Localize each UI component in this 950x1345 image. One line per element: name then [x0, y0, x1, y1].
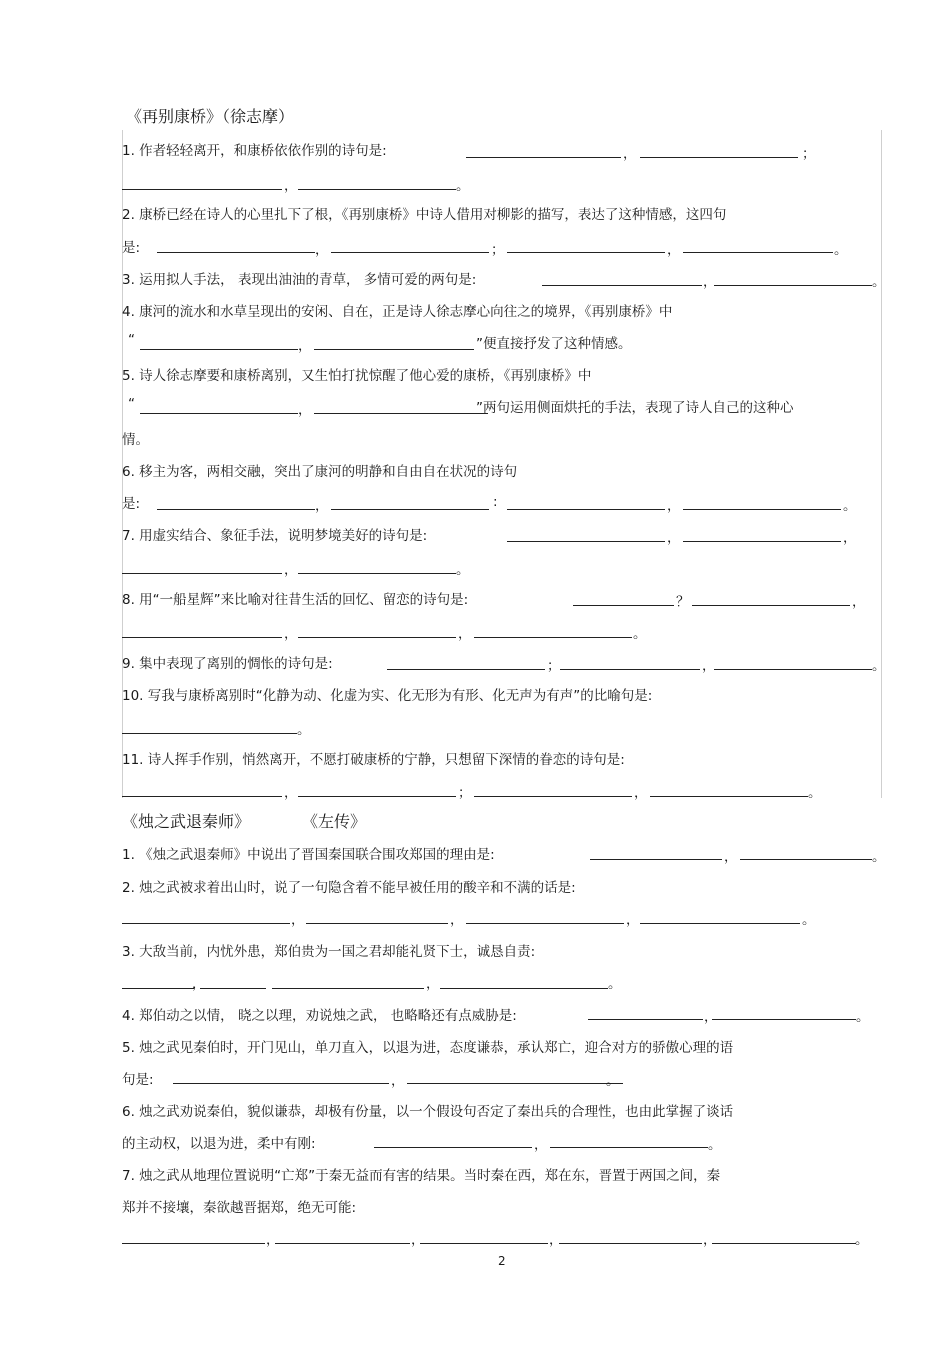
s1-q2-text: 2. 康桥已经在诗人的心里扎下了根，《再别康桥》中诗人借用对柳影的描写，表达了这种情感，这四句 — [122, 207, 727, 223]
s1-q6-punct-3: ， — [667, 498, 681, 514]
s1-q3-end: 。 — [872, 274, 886, 290]
s1-q1-punct-3: ， — [284, 178, 298, 194]
s1-q4-blank-2[interactable] — [314, 349, 474, 350]
s2-q7-line2: 郑并不接壤，秦欲越晋据郑，绝无可能: — [122, 1200, 357, 1216]
s1-q2-blank-3[interactable] — [507, 252, 665, 253]
s1-q4-tail: ”便直接抒发了这种情感。 — [476, 336, 632, 352]
s1-q2-blank-2[interactable] — [331, 252, 489, 253]
s1-q1-end: 。 — [456, 178, 470, 194]
s2-q2-punct-1: ， — [291, 912, 305, 928]
s1-q5-blank-1[interactable] — [140, 413, 298, 414]
s2-q3-blank-3[interactable] — [272, 988, 424, 989]
s1-q2-punct-3: ， — [667, 242, 681, 258]
s1-q2-blank-1[interactable] — [157, 252, 315, 253]
s1-q5-punct-1: ， — [298, 402, 312, 418]
s2-q1-blank-1[interactable] — [590, 859, 722, 860]
s1-q2-lead: 是: — [122, 240, 141, 256]
s2-q3-end: 。 — [608, 976, 622, 992]
s1-q6-end: 。 — [843, 498, 857, 514]
s1-q4-text: 4. 康河的流水和水草呈现出的安闲、自在，正是诗人徐志摩心向往之的境界，《再别康桥》中 — [122, 304, 673, 320]
s1-q9-blank-2[interactable] — [560, 669, 700, 670]
s1-q5-tail2: 情。 — [122, 432, 149, 448]
s1-q8-blank-5[interactable] — [474, 637, 632, 638]
s1-q8-blank-4[interactable] — [298, 637, 456, 638]
s1-q2-blank-4[interactable] — [683, 252, 833, 253]
s1-q11-blank-1[interactable] — [122, 796, 282, 797]
s2-q3-blank-1[interactable] — [122, 988, 194, 989]
s1-q7-end: 。 — [456, 562, 470, 578]
s1-q2-end: 。 — [834, 242, 848, 258]
s1-q1-text: 1. 作者轻轻离开，和康桥依依作别的诗句是: — [122, 143, 387, 159]
s2-q3-punct-1: ， — [192, 976, 206, 992]
s1-q11-blank-3[interactable] — [474, 796, 632, 797]
s2-q2-blank-3[interactable] — [466, 923, 624, 924]
s1-q6-text: 6. 移主为客，两相交融，突出了康河的明静和自由自在状况的诗句 — [122, 464, 518, 480]
s1-q8-text: 8. 用“一船星辉”来比喻对往昔生活的回忆、留恋的诗句是: — [122, 592, 469, 608]
s1-q9-end: 。 — [872, 658, 886, 674]
s1-q1-punct-2: ； — [802, 146, 816, 162]
s1-q9-blank-3[interactable] — [714, 669, 872, 670]
s2-q4-punct-1: ， — [704, 1009, 718, 1025]
s2-q5-punct-1: ， — [391, 1073, 405, 1089]
s1-q1-blank-1[interactable] — [466, 157, 621, 158]
s2-q6-text: 6. 烛之武劝说秦伯，貌似谦恭，却极有份量，以一个假设句否定了秦出兵的合理性，也由此掌握了谈话 — [122, 1104, 734, 1120]
s1-q11-blank-4[interactable] — [650, 796, 808, 797]
s1-q5-text: 5. 诗人徐志摩要和康桥离别，又生怕打扰惊醒了他心爱的康桥，《再别康桥》中 — [122, 368, 592, 384]
section2-author: 《左传》 — [302, 812, 367, 831]
s2-q5-blank-1[interactable] — [173, 1083, 389, 1084]
section1-title: 《再别康桥》（徐志摩） — [126, 107, 295, 126]
s1-q6-blank-4[interactable] — [683, 509, 841, 510]
s1-q8-blank-2[interactable] — [692, 605, 850, 606]
s2-q3-punct-2: ， — [426, 976, 440, 992]
s1-q4-open-quote: “ — [128, 332, 135, 348]
s2-q7-blank-5[interactable] — [712, 1243, 856, 1244]
s2-q2-blank-4[interactable] — [640, 923, 800, 924]
s1-q9-text: 9. 集中表现了离别的惆怅的诗句是: — [122, 656, 333, 672]
s1-q1-blank-2[interactable] — [640, 157, 798, 158]
s1-q10-blank-1[interactable] — [122, 733, 297, 734]
s1-q6-punct-1: ， — [315, 498, 329, 514]
s1-q7-blank-4[interactable] — [298, 573, 456, 574]
s1-q11-punct-1: ， — [284, 785, 298, 801]
s2-q7-punct-4: ， — [703, 1232, 717, 1248]
s1-q2-punct-2: ； — [491, 242, 505, 258]
s1-q5-tail: ”两句运用侧面烘托的手法，表现了诗人自己的这种心 — [476, 400, 794, 416]
page-number: 2 — [498, 1254, 506, 1268]
s1-q11-text: 11. 诗人挥手作别，悄然离开，不愿打破康桥的宁静，只想留下深情的眷恋的诗句是: — [122, 752, 625, 768]
s2-q6-punct-1: ， — [534, 1137, 548, 1153]
s2-q1-end: 。 — [872, 849, 886, 865]
s1-q10-text: 10. 写我与康桥离别时“化静为动、化虚为实、化无形为有形、化无声为有声”的比喻句是: — [122, 688, 653, 704]
s2-q7-blank-3[interactable] — [420, 1243, 548, 1244]
s1-q8-blank-1[interactable] — [573, 605, 674, 606]
s2-q1-punct-1: ， — [724, 849, 738, 865]
s1-q1-blank-3[interactable] — [122, 189, 282, 190]
right-margin-line — [881, 130, 882, 798]
s2-q6-blank-2[interactable] — [550, 1147, 708, 1148]
s1-q6-blank-1[interactable] — [157, 509, 315, 510]
s1-q7-punct-1: ， — [667, 530, 681, 546]
s1-q7-text: 7. 用虚实结合、象征手法，说明梦境美好的诗句是: — [122, 528, 428, 544]
s1-q8-end: 。 — [633, 626, 647, 642]
s2-q6-lead: 的主动权，以退为进，柔中有刚: — [122, 1136, 316, 1152]
s1-q4-blank-1[interactable] — [140, 349, 298, 350]
s2-q2-blank-1[interactable] — [122, 923, 290, 924]
s1-q2-punct-1: ， — [315, 242, 329, 258]
s2-q7-punct-3: ， — [549, 1232, 563, 1248]
s1-q7-blank-2[interactable] — [683, 541, 841, 542]
s2-q7-punct-2: ， — [411, 1232, 425, 1248]
s1-q7-punct-2: ， — [843, 530, 857, 546]
s1-q4-punct-1: ， — [298, 338, 312, 354]
s1-q3-punct-1: ， — [703, 274, 717, 290]
section2-title: 《烛之武退秦师》 — [122, 812, 251, 831]
s2-q5-text: 5. 烛之武见秦伯时，开门见山，单刀直入，以退为进，态度谦恭，承认郑亡，迎合对方的骄傲心理的语 — [122, 1040, 734, 1056]
s1-q9-punct-2: ， — [702, 658, 716, 674]
s1-q6-blank-2[interactable] — [331, 509, 489, 510]
s1-q8-punct-1: ？ — [676, 594, 690, 610]
s2-q7-end: 。 — [855, 1232, 869, 1248]
s1-q9-punct-1: ； — [547, 658, 561, 674]
s1-q1-punct-1: ， — [623, 146, 637, 162]
s1-q3-text: 3. 运用拟人手法， 表现出油油的青草， 多情可爱的两句是: — [122, 272, 477, 288]
s1-q9-blank-1[interactable] — [387, 669, 545, 670]
s2-q4-text: 4. 郑伯动之以情， 晓之以理，劝说烛之武， 也略略还有点威胁是: — [122, 1008, 517, 1024]
s1-q10-end: 。 — [297, 722, 311, 738]
s1-q11-blank-2[interactable] — [298, 796, 456, 797]
s2-q3-blank-4[interactable] — [440, 988, 608, 989]
s2-q2-text: 2. 烛之武被求着出山时，说了一句隐含着不能早被任用的酸辛和不满的话是: — [122, 880, 576, 896]
s2-q2-punct-2: ， — [450, 912, 464, 928]
s2-q3-blank-2[interactable] — [200, 988, 266, 989]
s2-q7-blank-1[interactable] — [122, 1243, 265, 1244]
s1-q5-open-quote: “ — [128, 396, 135, 412]
s1-q8-punct-4: ， — [458, 626, 472, 642]
s2-q2-punct-3: ， — [626, 912, 640, 928]
s1-q6-lead: 是: — [122, 496, 141, 512]
s2-q4-blank-2[interactable] — [712, 1019, 856, 1020]
s1-q7-blank-1[interactable] — [507, 541, 665, 542]
s1-q8-blank-3[interactable] — [122, 637, 282, 638]
s2-q6-end: 。 — [708, 1137, 722, 1153]
s1-q1-blank-4[interactable] — [298, 189, 456, 190]
s1-q11-punct-3: ， — [634, 785, 648, 801]
s2-q3-text: 3. 大敌当前，内忧外患，郑伯贵为一国之君却能礼贤下士，诚恳自责: — [122, 944, 536, 960]
s2-q5-end: 。 — [606, 1073, 620, 1089]
s2-q1-text: 1. 《烛之武退秦师》中说出了晋国秦国联合围攻郑国的理由是: — [122, 847, 495, 863]
s1-q7-blank-3[interactable] — [122, 573, 282, 574]
s2-q7-text: 7. 烛之武从地理位置说明“亡郑”于秦无益而有害的结果。当时秦在西，郑在东，晋置于两国之间，秦 — [122, 1168, 721, 1184]
s2-q7-blank-2[interactable] — [275, 1243, 410, 1244]
s1-q6-blank-3[interactable] — [507, 509, 665, 510]
s2-q7-punct-1: ， — [266, 1232, 280, 1248]
s1-q11-end: 。 — [808, 785, 822, 801]
s2-q2-blank-2[interactable] — [306, 923, 448, 924]
s1-q11-punct-2: ； — [458, 785, 472, 801]
s1-q5-blank-2[interactable] — [314, 413, 488, 414]
s1-q7-punct-3: ， — [284, 562, 298, 578]
s2-q6-blank-1[interactable] — [374, 1147, 532, 1148]
s2-q4-blank-1[interactable] — [588, 1019, 703, 1020]
s1-q3-blank-2[interactable] — [714, 285, 872, 286]
s2-q5-blank-2[interactable] — [407, 1083, 623, 1084]
s1-q8-punct-2: ， — [852, 594, 866, 610]
s2-q5-lead: 句是: — [122, 1072, 154, 1088]
s2-q1-blank-2[interactable] — [740, 859, 872, 860]
s2-q7-blank-4[interactable] — [559, 1243, 702, 1244]
s1-q3-blank-1[interactable] — [542, 285, 702, 286]
s1-q8-punct-3: ， — [284, 626, 298, 642]
s2-q4-end: 。 — [856, 1009, 870, 1025]
s1-q6-punct-2: : — [493, 494, 498, 510]
s2-q2-end: 。 — [802, 912, 816, 928]
